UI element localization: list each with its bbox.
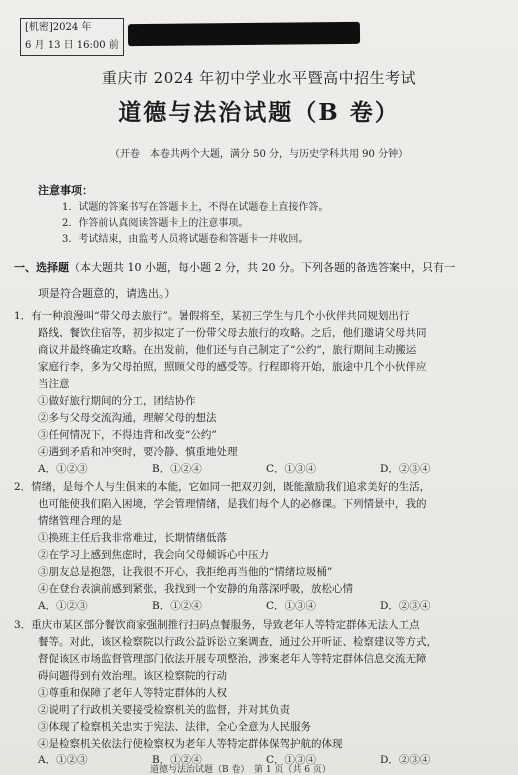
section-desc-2: 项是符合题意的，请选出。） bbox=[38, 287, 176, 300]
q1-line-3: 商议并最终确定攻略。在出发前，他们还与自己制定了“公约”，旅行期间主动搬运 bbox=[38, 344, 417, 356]
section-desc: （本大题共 10 小题，每小题 2 分，共 20 分。下列各题的备选答案中，只有一 bbox=[69, 261, 455, 274]
subject-title: 道德与法治试题（B 卷） bbox=[118, 99, 400, 126]
q2-option-a[interactable]: A．①②③ bbox=[38, 600, 88, 612]
q3-line-2: 餐等。对此，该区检察院以行政公益诉讼立案调查，通过公开听证、检察建议等方式， bbox=[38, 636, 437, 648]
q2-statement-2: ②在学习上感到焦虑时，我会向父母倾诉心中压力 bbox=[38, 549, 269, 561]
q3-statement-3: ③体现了检察机关忠实于宪法、法律，全心全意为人民服务 bbox=[38, 721, 311, 733]
notice-item-2: 2．作答前认真阅读答题卡上的注意事项。 bbox=[62, 218, 249, 229]
q2-option-d[interactable]: D．②③④ bbox=[380, 600, 431, 612]
q1-option-c[interactable]: C．①③④ bbox=[266, 463, 317, 475]
q2-line-1: 2．情绪，是每个人与生俱来的本能，它如同一把双刃剑，既能激励我们追求美好的生活， bbox=[14, 481, 431, 493]
section-heading bbox=[14, 259, 455, 275]
q2-option-b[interactable]: B．①②④ bbox=[152, 600, 202, 612]
q3-line-3: 督促该区市场监督管理部门依法开展专项整治，涉案老年人等特定群体信息交流无障 bbox=[38, 653, 427, 665]
q3-statement-2: ②说明了行政机关要接受检察机关的监督，并对其负责 bbox=[38, 704, 290, 716]
redaction-bar bbox=[128, 22, 360, 46]
confidential-line-2: 6 月 13 日 16:00 前 bbox=[25, 40, 119, 51]
q1-statement-4: ④遇到矛盾和冲突时，要冷静、慎重地处理 bbox=[38, 446, 238, 458]
q2-statement-1: ①换班主任后我非常难过，长期情绪低落 bbox=[38, 532, 227, 544]
q2-statement-4: ④在登台表演前感到紧张，我找到一个安静的角落深呼吸，放松心情 bbox=[38, 583, 353, 595]
q2-statement-3: ③朋友总是抱怨，让我很不开心，我拒绝再当他的“情绪垃圾桶” bbox=[38, 566, 333, 578]
section-title: 一、选择题 bbox=[14, 261, 69, 274]
q2-line-3: 情绪管理合理的是 bbox=[38, 515, 122, 527]
q1-line-4: 家庭行李，多为父母拍照，照顾父母的感受等。行程即将开始，旅途中几个小伙伴应 bbox=[38, 361, 427, 373]
notice-title: 注意事项： bbox=[38, 184, 93, 197]
q1-statement-3: ③任何情况下，不得违背和改变“公约” bbox=[38, 429, 217, 441]
q1-option-a[interactable]: A．①②③ bbox=[38, 463, 88, 475]
q3-line-4: 碍问题得到有效治理。该区检察院的行动 bbox=[38, 670, 227, 682]
confidential-line-1: [机密]2024 年 bbox=[25, 22, 92, 33]
page-footer: 道德与法治试题（B 卷） 第 1 页（共 6 页） bbox=[150, 765, 331, 775]
q1-option-d[interactable]: D．②③④ bbox=[380, 463, 431, 475]
exam-name: 重庆市 2024 年初中学业水平暨高中招生考试 bbox=[101, 69, 417, 87]
q3-statement-1: ①尊重和保障了老年人等特定群体的人权 bbox=[38, 687, 227, 699]
notice-item-1: 1．试题的答案书写在答题卡上，不得在试题卷上直接作答。 bbox=[62, 202, 329, 213]
q1-statement-1: ①做好旅行期间的分工，团结协作 bbox=[38, 395, 196, 407]
notice-item-3: 3．考试结束，由监考人员将试题卷和答题卡一并收回。 bbox=[62, 234, 309, 245]
q3-line-1: 3．重庆市某区部分餐饮商家强制推行扫码点餐服务，导致老年人等特定群体无法人工点 bbox=[14, 619, 420, 631]
confidential-box bbox=[20, 18, 124, 56]
q2-option-c[interactable]: C．①③④ bbox=[266, 600, 317, 612]
q1-option-b[interactable]: B．①②④ bbox=[152, 463, 202, 475]
q1-statement-2: ②多与父母交流沟通，理解父母的想法 bbox=[38, 412, 217, 424]
q2-line-2: 也可能使我们陷入困境，学会管理情绪，是我们每个人的必修课。下列情景中，我的 bbox=[38, 498, 427, 510]
q1-line-2: 路线、餐饮住宿等，初步拟定了一份带父母去旅行的攻略。之后，他们邀请父母共同 bbox=[38, 327, 427, 339]
q1-line-1: 1．有一种浪漫叫“带父母去旅行”。暑假将至，某初三学生与几个小伙伴共同规划出行 bbox=[14, 310, 410, 322]
exam-info: （开卷 本卷共两个大题，满分 50 分，与历史学科共用 90 分钟） bbox=[109, 149, 409, 160]
q3-option-a[interactable]: A．①②③ bbox=[38, 754, 88, 766]
q1-line-5: 当注意 bbox=[38, 378, 70, 390]
q3-statement-4: ④是检察机关依法行使检察权为老年人等特定群体保驾护航的体现 bbox=[38, 738, 343, 750]
q3-option-d[interactable]: D．②③④ bbox=[380, 754, 431, 766]
q3-option-c[interactable]: C．①③④ bbox=[266, 754, 317, 766]
q3-option-b[interactable]: B．①②④ bbox=[152, 754, 202, 766]
